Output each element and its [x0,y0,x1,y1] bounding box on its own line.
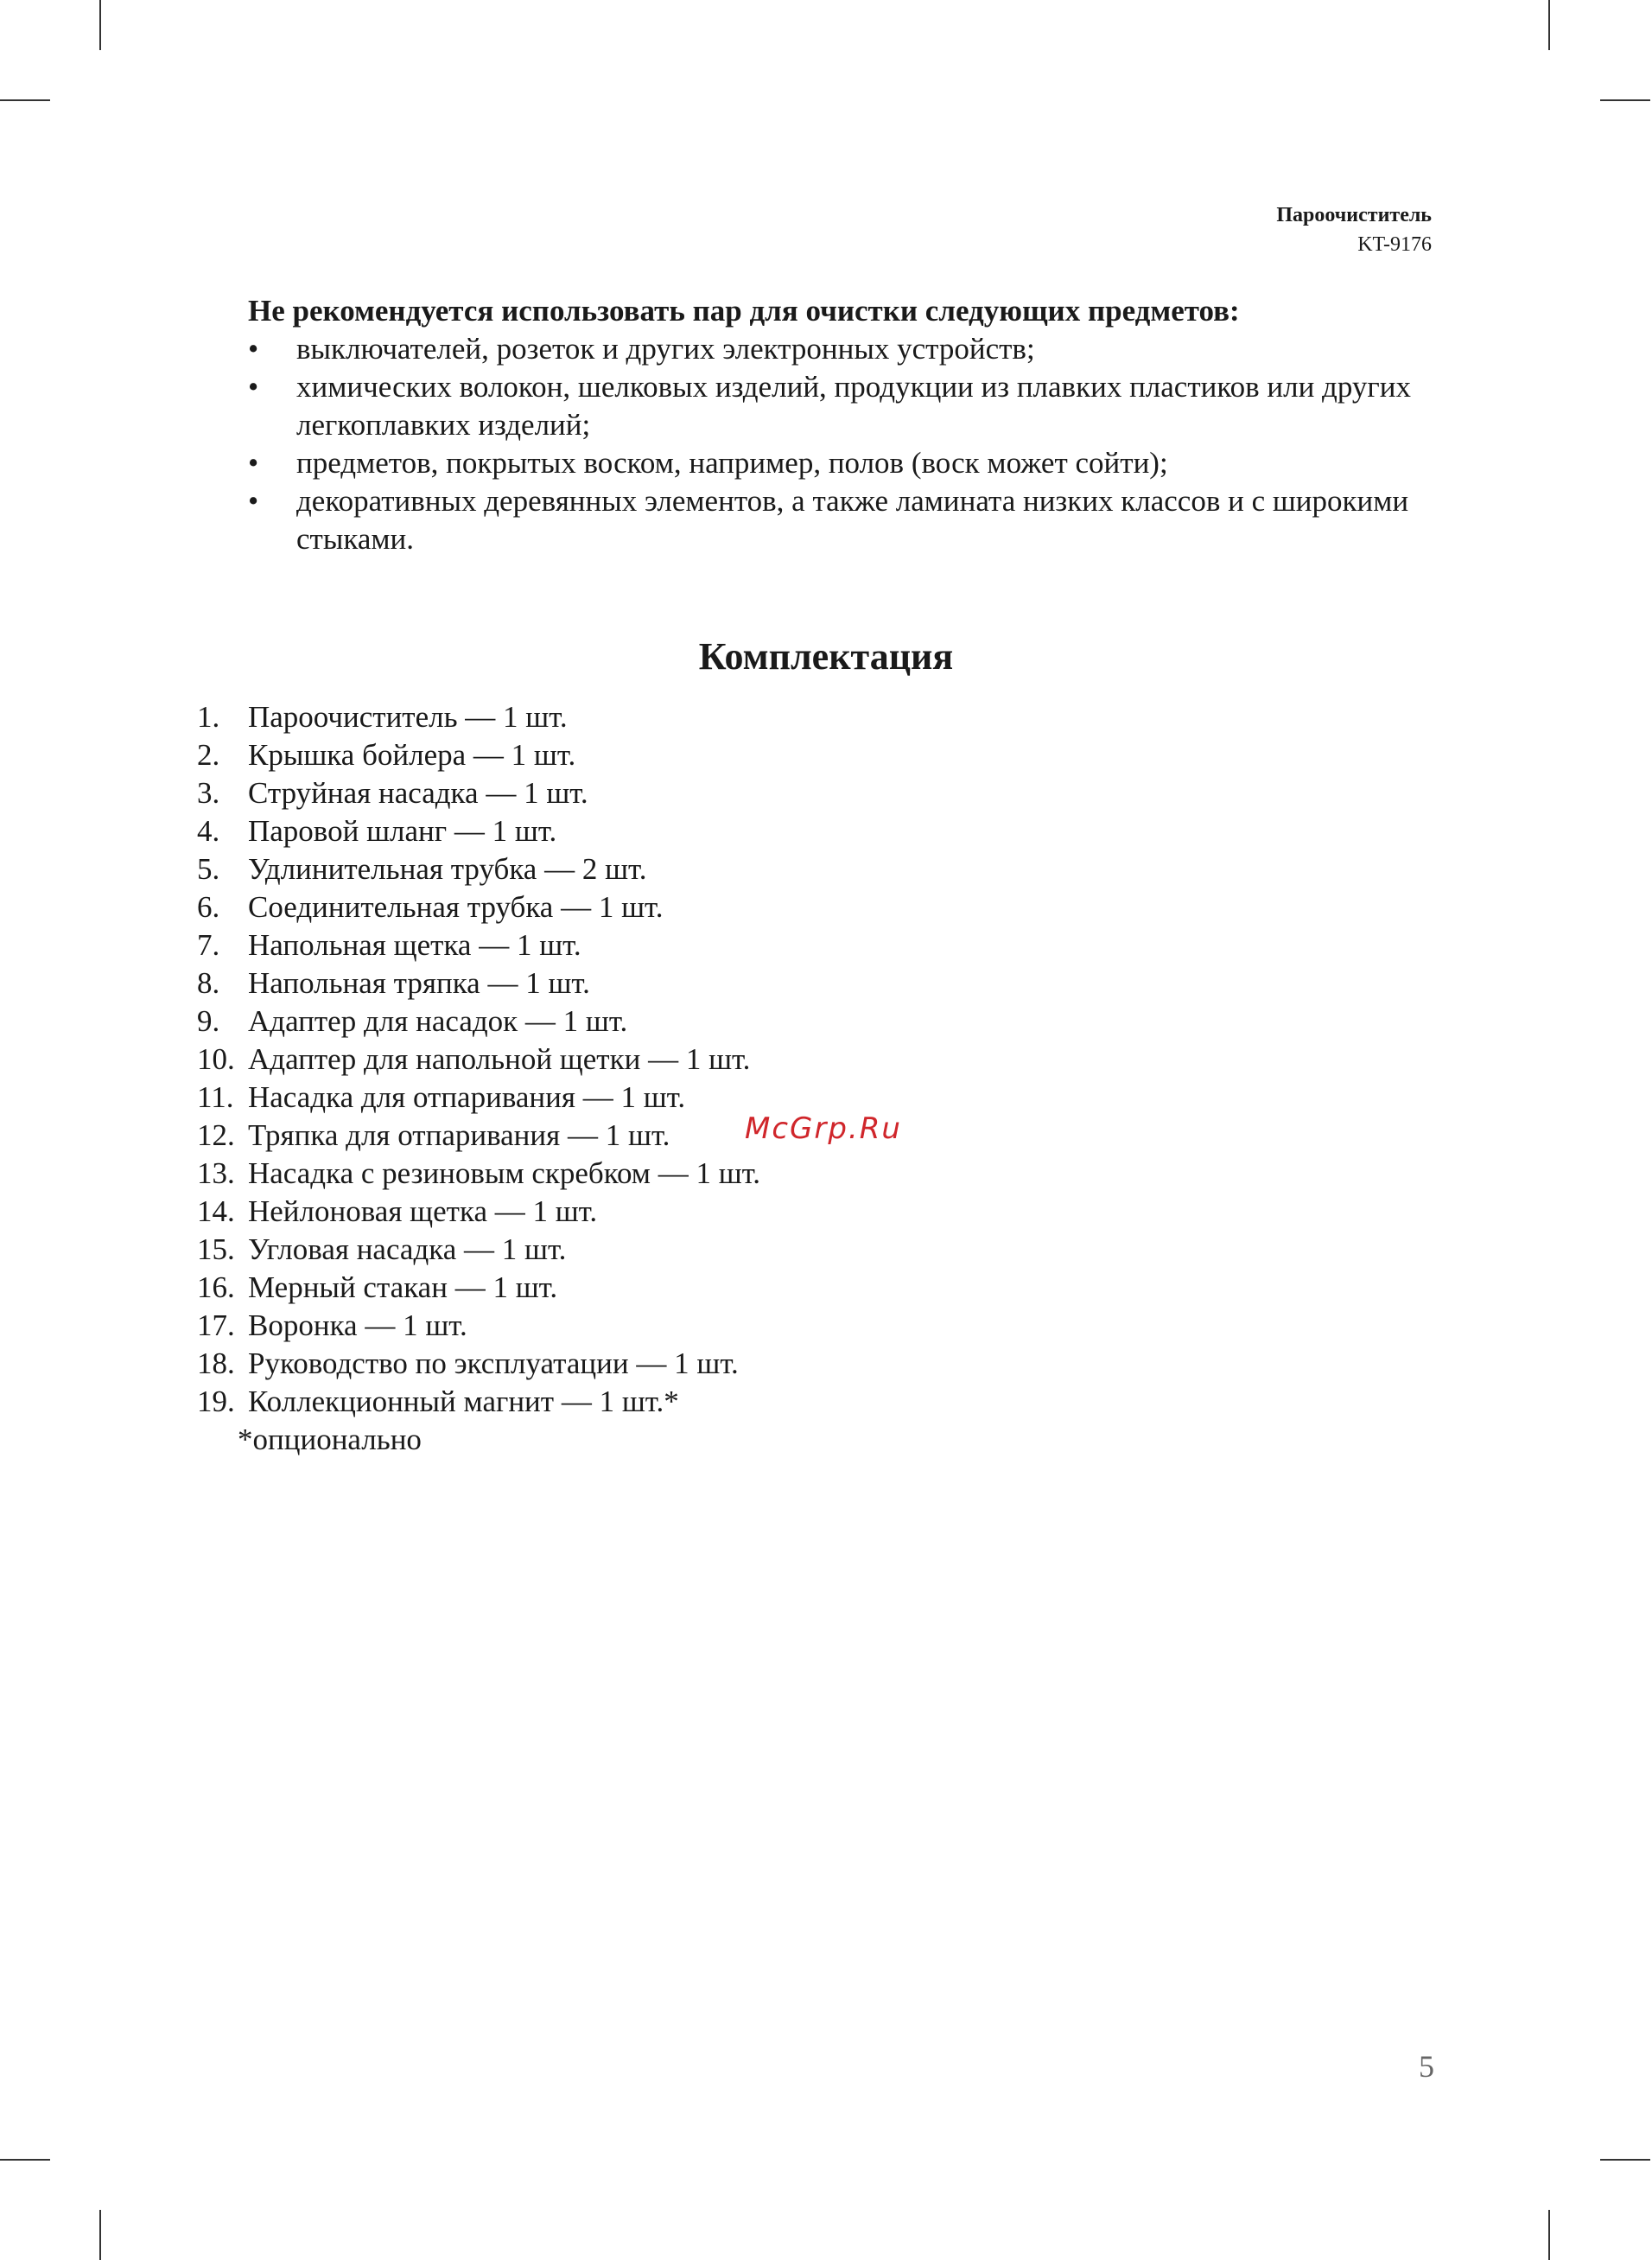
kit-item [197,1231,760,1269]
crop-mark [1600,2159,1650,2161]
kit-item [197,698,760,736]
kit-item-number: 5. [197,852,220,886]
kit-item-number: 17. [197,1308,235,1342]
kit-item [197,774,760,812]
kit-item [197,1155,760,1193]
kit-item-text: Паровой шланг — 1 шт. [248,814,557,848]
kit-item-number: 2. [197,738,220,772]
bullet-icon: • [248,332,259,366]
kit-item-text: Удлинительная трубка — 2 шт. [248,852,647,886]
kit-item-text: Напольная тряпка — 1 шт. [248,966,590,1000]
kit-item-number: 16. [197,1270,235,1304]
crop-mark [99,2210,101,2260]
kit-list [197,698,760,1421]
kit-item [197,1269,760,1307]
optional-note: *опционально [238,1423,422,1456]
kit-item-text: Насадка с резиновым скребком — 1 шт. [248,1156,761,1190]
kit-item-number: 4. [197,814,220,848]
kit-item-number: 3. [197,776,220,810]
kit-item [197,888,760,926]
kit-item-text: Мерный стакан — 1 шт. [248,1270,558,1304]
kit-item [197,1079,760,1117]
kit-item-number: 8. [197,966,220,1000]
crop-mark [1548,0,1550,50]
crop-mark [0,2159,50,2161]
warning-item: • химических волокон, шелковых изделий, продукции из плавких пластиков или других легкоплавких изделий; [248,370,1411,442]
page-number: 5 [1419,2049,1434,2084]
kit-item [197,1345,760,1383]
kit-item-text: Соединительная трубка — 1 шт. [248,890,664,924]
header-title: Пароочиститель [1276,204,1432,226]
kit-item-number: 13. [197,1156,235,1190]
kit-item [197,926,760,964]
kit-item [197,736,760,774]
kit-item-number: 14. [197,1194,235,1228]
kit-item-number: 18. [197,1346,235,1380]
kit-item-text: Адаптер для напольной щетки — 1 шт. [248,1042,751,1076]
kit-item-text: Крышка бойлера — 1 шт. [248,738,576,772]
kit-item [197,1117,760,1155]
kit-item-number: 7. [197,928,220,962]
header-model: KT-9176 [1357,233,1432,256]
kit-item [197,1003,760,1041]
warning-item: • предметов, покрытых воском, например, полов (воск может сойти); [248,444,1445,482]
kit-item-number: 12. [197,1118,235,1152]
crop-mark [1548,2210,1550,2260]
kit-item [197,1307,760,1345]
warning-heading: Не рекомендуется использовать пар для очистки следующих предметов: [248,294,1240,328]
kit-item-text: Угловая насадка — 1 шт. [248,1232,567,1266]
kit-item [197,812,760,850]
watermark[interactable]: McGrp.Ru [745,1111,902,1146]
kit-title: Комплектация [698,635,954,678]
kit-item-text: Адаптер для насадок — 1 шт. [248,1004,628,1038]
kit-item-text: Струйная насадка — 1 шт. [248,776,588,810]
kit-item [197,964,760,1003]
bullet-icon: • [248,370,259,404]
warning-item: • декоративных деревянных элементов, а также ламината низких классов и с широкими стыками. [248,484,1409,556]
kit-item-text: Коллекционный магнит — 1 шт.* [248,1385,679,1418]
kit-section [197,698,760,1459]
kit-item-text: Руководство по эксплуатации — 1 шт. [248,1346,739,1380]
bullet-icon: • [248,484,259,518]
warning-section [248,292,1445,558]
kit-item-number: 10. [197,1042,235,1076]
crop-mark [1600,99,1650,101]
warning-item: • выключателей, розеток и других электронных устройств; [248,330,1445,368]
kit-item-text: Напольная щетка — 1 шт. [248,928,581,962]
kit-item [197,1383,760,1421]
bullet-icon: • [248,446,259,480]
kit-item [197,1041,760,1079]
kit-item-text: Воронка — 1 шт. [248,1308,467,1342]
kit-item-text: Насадка для отпаривания — 1 шт. [248,1080,686,1114]
page-header [1276,201,1432,259]
kit-item-number: 19. [197,1385,235,1418]
kit-item [197,850,760,888]
kit-item-number: 1. [197,700,220,734]
kit-item-number: 9. [197,1004,220,1038]
crop-mark [99,0,101,50]
kit-item-number: 6. [197,890,220,924]
kit-item-number: 15. [197,1232,235,1266]
kit-item-text: Пароочиститель — 1 шт. [248,700,568,734]
kit-item-text: Нейлоновая щетка — 1 шт. [248,1194,598,1228]
crop-mark [0,99,50,101]
kit-item-text: Тряпка для отпаривания — 1 шт. [248,1118,670,1152]
kit-item-number: 11. [197,1080,234,1114]
warning-list [248,330,1445,558]
kit-item [197,1193,760,1231]
